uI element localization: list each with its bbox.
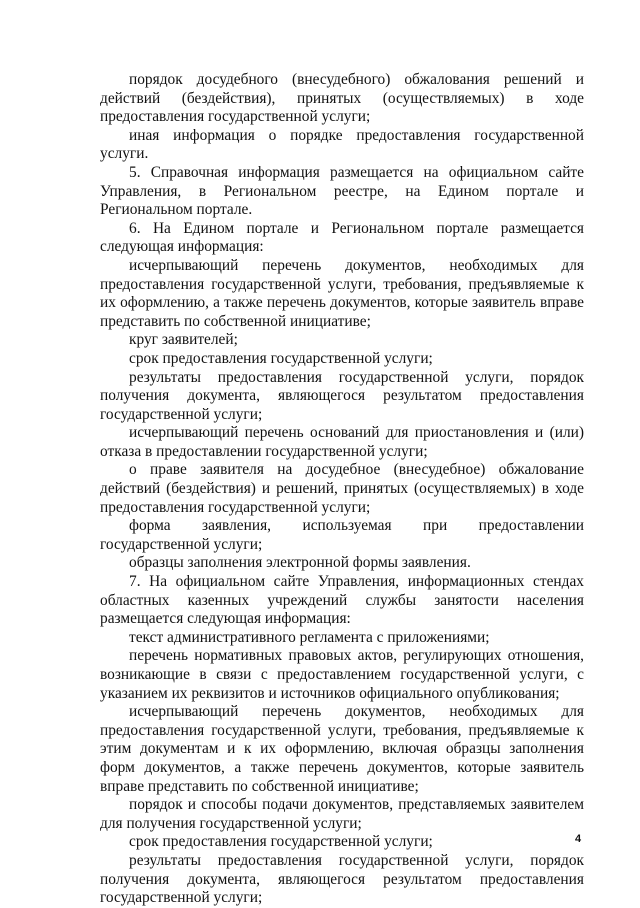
body-text bbox=[100, 71, 584, 908]
paragraph: перечень нормативных правовых актов, регулирующих отношения, возникающие в связи с предоставлением государственной услуги, с указанием их реквизитов и источников официального опубликования; bbox=[100, 647, 584, 702]
paragraph: исчерпывающий перечень оснований для приостановления и (или) отказа в предоставлении государственной услуги; bbox=[100, 424, 584, 460]
paragraph: образцы заполнения электронной формы заявления. bbox=[129, 554, 471, 572]
paragraph: срок предоставления государственной услуги; bbox=[129, 349, 433, 367]
paragraph: 5. Справочная информация размещается на официальном сайте Управления, в Региональном реестре, на Едином портале и Региональном портале. bbox=[100, 163, 584, 219]
paragraph: порядок и способы подачи документов, представляемых заявителем для получения государственной услуги; bbox=[100, 796, 584, 832]
paragraph: иная информация о порядке предоставления государственной услуги. bbox=[100, 126, 584, 163]
paragraph: о праве заявителя на досудебное (внесудебное) обжалование действий (бездействия) и решений, принятых (осуществляемых) в ходе предоставления государственной услуги; bbox=[100, 461, 584, 516]
paragraph: 6. На Едином портале и Региональном портале размещается следующая информация: bbox=[100, 219, 584, 256]
paragraph: результаты предоставления государственной услуги, порядок получения документа, являющегося результатом предоставления государственной услуги; bbox=[100, 851, 584, 907]
paragraph: результаты предоставления государственной услуги, порядок получения документа, являющегося результатом предоставления государственной услуги; bbox=[100, 368, 584, 423]
paragraph: порядок досудебного (внесудебного) обжалования решений и действий (бездействия), принятых (осуществляемых) в ходе предоставления государственной услуги; bbox=[100, 71, 584, 126]
paragraph: круг заявителей; bbox=[129, 331, 238, 349]
page-number: 4 bbox=[575, 833, 582, 845]
paragraph: исчерпывающий перечень документов, необходимых для предоставления государственной услуги, требования, предъявляемые к этим документам и к их оформлению, включая образцы заполнения форм документов, а также перечень документов, которые заявитель вправе представить по собственной инициативе; bbox=[100, 703, 584, 795]
paragraph: 7. На официальном сайте Управления, информационных стендах областных казенных учреждений службы занятости населения размещается следующая информация: bbox=[100, 573, 584, 628]
paragraph: текст административного регламента с приложениями; bbox=[129, 628, 490, 646]
paragraph: исчерпывающий перечень документов, необходимых для предоставления государственной услуги, требования, предъявляемые к их оформлению, а также перечень документов, которые заявитель вправе представить по собственной инициативе; bbox=[100, 256, 584, 330]
paragraph: форма заявления, используемая при предоставлении государственной услуги; bbox=[100, 517, 584, 553]
paragraph: срок предоставления государственной услуги; bbox=[129, 833, 433, 851]
